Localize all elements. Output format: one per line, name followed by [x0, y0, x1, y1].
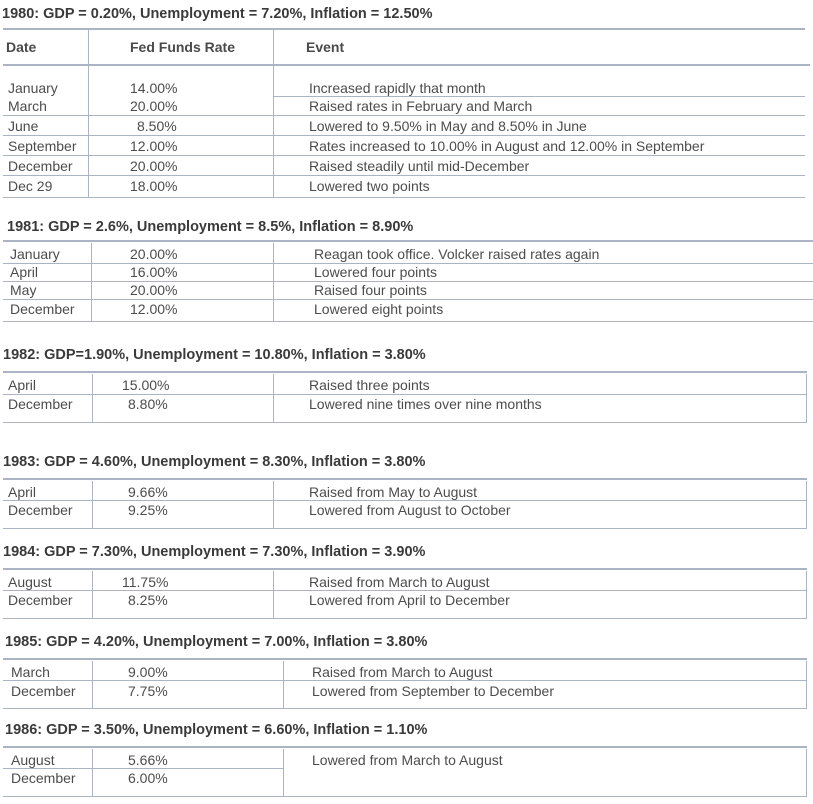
- column-divider: [91, 243, 92, 321]
- table-row-date: Dec 29: [8, 178, 53, 194]
- table-row-rate: 14.00%: [130, 80, 178, 96]
- table-row-date: December: [11, 770, 76, 786]
- divider: [3, 64, 810, 66]
- section-title-1980: 1980: GDP = 0.20%, Unemployment = 7.20%, Inflation = 12.50%: [2, 6, 433, 22]
- section-title-1983: 1983: GDP = 4.60%, Unemployment = 8.30%, Inflation = 3.80%: [3, 454, 426, 470]
- column-divider: [92, 661, 93, 709]
- table-row-event: Increased rapidly that month: [309, 80, 486, 96]
- column-divider: [88, 30, 89, 198]
- table-row-rate: 5.66%: [128, 752, 168, 768]
- section-title-1984: 1984: GDP = 7.30%, Unemployment = 7.30%, Inflation = 3.90%: [3, 544, 426, 560]
- row-divider: [3, 197, 805, 198]
- table-row-rate: 8.25%: [128, 592, 168, 608]
- row-divider: [3, 680, 807, 681]
- column-header-rate: Fed Funds Rate: [130, 39, 236, 55]
- table-row-event: Rates increased to 10.00% in August and 12.00% in September: [309, 138, 705, 154]
- table-row-event: Raised four points: [314, 282, 427, 298]
- table-row-rate: 9.66%: [128, 484, 168, 500]
- column-header-date: Date: [6, 39, 37, 55]
- table-row-date: December: [8, 158, 73, 174]
- column-divider: [806, 571, 807, 619]
- column-divider: [273, 374, 274, 422]
- section-title-1985: 1985: GDP = 4.20%, Unemployment = 7.00%, Inflation = 3.80%: [5, 634, 428, 650]
- table-row-date: May: [10, 282, 37, 298]
- table-row-rate: 20.00%: [130, 282, 178, 298]
- table-row-date: December: [11, 683, 76, 699]
- table-row-event: Raised from May to August: [309, 484, 478, 500]
- section-title-1981: 1981: GDP = 2.6%, Unemployment = 8.5%, Inflation = 8.90%: [7, 219, 414, 235]
- table-row-date: December: [8, 396, 73, 412]
- table-row-rate: 7.75%: [128, 683, 168, 699]
- table-row-rate: 8.50%: [137, 118, 177, 134]
- column-divider: [806, 481, 807, 528]
- row-divider: [3, 175, 805, 176]
- column-divider: [273, 243, 274, 321]
- column-divider: [806, 661, 807, 709]
- table-row-date: December: [8, 592, 73, 608]
- section-title-1986: 1986: GDP = 3.50%, Unemployment = 6.60%, Inflation = 1.10%: [5, 722, 428, 738]
- column-divider: [92, 374, 93, 422]
- section-title-1982: 1982: GDP=1.90%, Unemployment = 10.80%, Inflation = 3.80%: [3, 347, 426, 363]
- table-row-date: March: [11, 664, 50, 680]
- divider: [3, 240, 813, 242]
- table-row-event: Lowered four points: [314, 264, 437, 280]
- row-divider: [3, 115, 805, 116]
- table-row-event: Lowered from September to December: [312, 683, 554, 699]
- table-row-rate: 6.00%: [128, 770, 168, 786]
- divider: [3, 478, 807, 480]
- divider: [3, 568, 807, 570]
- table-row-event: Lowered from August to October: [309, 502, 511, 518]
- table-row-event: Lowered to 9.50% in May and 8.50% in June: [309, 118, 587, 134]
- table-row-date: March: [8, 98, 47, 114]
- table-row-date: December: [10, 301, 75, 317]
- column-divider: [273, 571, 274, 619]
- table-row-rate: 9.25%: [128, 502, 168, 518]
- column-divider: [273, 30, 274, 198]
- table-row-rate: 20.00%: [130, 158, 178, 174]
- table-row-date: December: [8, 502, 73, 518]
- table-row-date: June: [8, 118, 39, 134]
- table-row-date: August: [11, 752, 55, 768]
- table-row-rate: 11.75%: [122, 574, 169, 590]
- table-row-event: Raised three points: [309, 377, 430, 393]
- divider: [3, 658, 807, 660]
- table-row-event: Raised from March to August: [312, 664, 493, 680]
- row-divider: [3, 528, 807, 529]
- table-row-event: Lowered two points: [309, 178, 430, 194]
- column-divider: [273, 481, 274, 528]
- table-row-rate: 15.00%: [122, 377, 170, 393]
- table-row-rate: 12.00%: [130, 138, 178, 154]
- column-divider: [92, 571, 93, 619]
- row-divider: [3, 618, 807, 619]
- table-row-rate: 20.00%: [130, 246, 178, 262]
- row-divider: [3, 135, 805, 136]
- table-row-rate: 9.00%: [128, 664, 168, 680]
- column-divider: [92, 481, 93, 528]
- divider: [3, 371, 807, 373]
- column-divider: [283, 749, 284, 797]
- table-row-date: September: [8, 138, 77, 154]
- table-row-event: Lowered nine times over nine months: [309, 396, 542, 412]
- table-row-date: April: [8, 377, 37, 393]
- table-row-date: April: [8, 484, 37, 500]
- table-row-event: Lowered from March to August: [312, 752, 503, 768]
- row-divider: [3, 321, 813, 322]
- row-divider: [3, 422, 807, 423]
- table-row-rate: 18.00%: [130, 178, 178, 194]
- column-divider: [283, 661, 284, 709]
- row-divider: [3, 708, 807, 709]
- table-row-rate: 8.80%: [128, 396, 168, 412]
- table-row-date: January: [10, 246, 60, 262]
- table-row-date: April: [10, 264, 39, 280]
- row-divider: [3, 796, 807, 797]
- column-divider: [806, 374, 807, 422]
- divider: [3, 28, 805, 30]
- divider: [3, 746, 807, 748]
- table-row-event: Raised from March to August: [309, 574, 490, 590]
- table-row-date: August: [8, 574, 52, 590]
- table-row-event: Lowered eight points: [314, 301, 444, 317]
- column-divider: [806, 749, 807, 797]
- table-row-event: Reagan took office. Volcker raised rates again: [314, 246, 600, 262]
- table-row-rate: 20.00%: [130, 98, 178, 114]
- column-header-event: Event: [306, 39, 345, 55]
- row-divider: [3, 155, 805, 156]
- table-row-rate: 12.00%: [130, 301, 178, 317]
- table-row-event: Raised steadily until mid-December: [309, 158, 530, 174]
- table-row-event: Raised rates in February and March: [309, 98, 533, 114]
- table-row-date: January: [8, 80, 58, 96]
- table-row-event: Lowered from April to December: [309, 592, 510, 608]
- column-divider: [92, 749, 93, 797]
- table-row-rate: 16.00%: [130, 264, 178, 280]
